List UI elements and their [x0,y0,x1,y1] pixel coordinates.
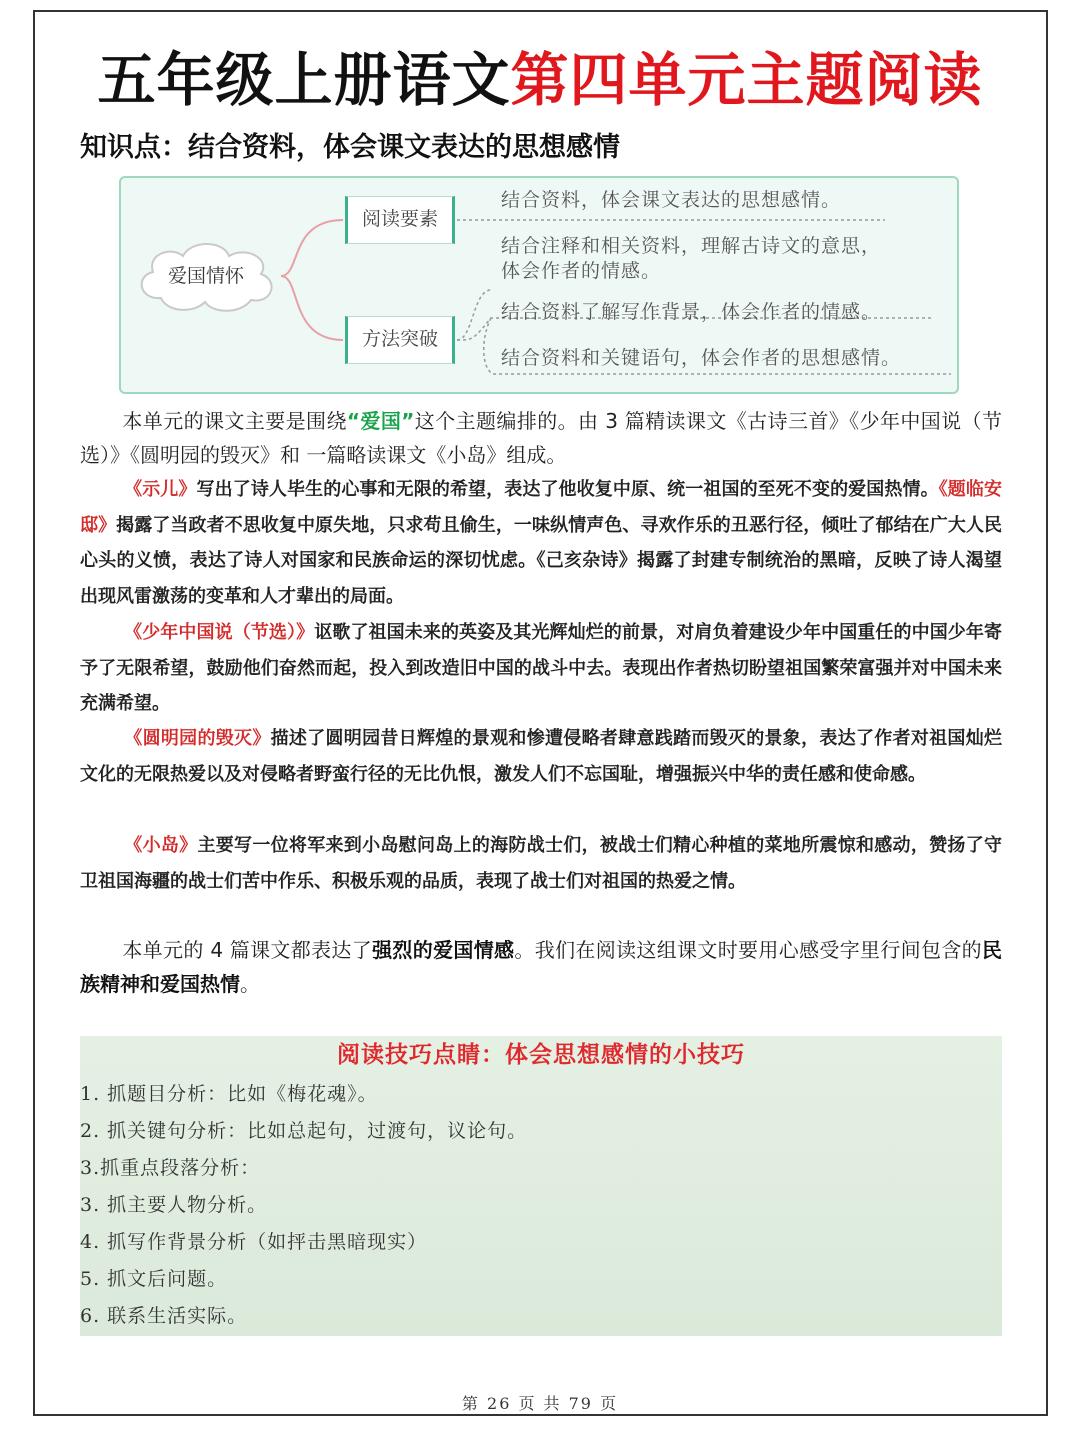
tip-item: 5. 抓文后问题。 [80,1268,228,1290]
leaf-method-3: 结合资料和关键语句，体会作者的思想感情。 [501,347,902,369]
text-content-shaonian: 讴歌了祖国未来的英姿及其光辉灿烂的前景，对肩负着建设少年中国重任的中国少年寄予了无限希望，鼓励他们奋然而起，投入到改造旧中国的战斗中去。表现出作者热切盼望祖国繁荣富强并对中国未来充满希望。 [80,622,1003,714]
text-desc-shier [80,472,1002,614]
intro-paragraph [80,404,1002,472]
text-title-yuanmingyuan: 《圆明园的毁灭》 [124,728,271,749]
summary-text-1: 本单元的 4 篇课文都表达了 [122,938,373,962]
text-content-tilinanti: 揭露了当政者不思收复中原失地，只求苟且偷生，一味纵情声色、寻欢作乐的丑恶行径，倾吐了郁结在广大人民心头的义愤，表达了诗人对国家和民族命运的深切忧虑。《己亥杂诗》揭露了封建专制统治的黑暗，反映了诗人渴望出现风雷激荡的变革和人才辈出的局面。 [80,514,1003,607]
node-reading-element: 阅读要素 [345,196,455,244]
page-title [0,40,1080,120]
text-desc-shaonian [80,615,1002,722]
leaf-method-2: 结合资料了解写作背景，体会作者的情感。 [501,301,882,323]
node-method-breakthrough: 方法突破 [345,316,455,364]
text-content-shier: 写出了诗人毕生的心事和无限的希望，表达了他收复中原、统一祖国的至死不变的爱国热情。 [196,479,939,500]
intro-text-2: 这个主题编排的。由 3 篇精读课文《古诗三首》《少年中国说（节选）》《圆明园的毁灭》和 一篇略读课文《小岛》组成。 [80,409,1002,467]
tip-item: 1. 抓题目分析：比如《梅花魂》。 [80,1083,378,1105]
tip-item: 3.抓重点段落分析： [80,1157,261,1179]
tip-item: 6. 联系生活实际。 [80,1305,248,1327]
text-content-xiaodao: 主要写一位将军来到小岛慰问岛上的海防战士们，被战士们精心种植的菜地所震惊和感动，赞扬了守卫祖国海疆的战士们苦中作乐、积极乐观的品质，表现了战士们对祖国的热爱之情。 [80,835,1003,892]
text-title-tilinanti: 《题临安邸》 [80,479,1003,536]
intro-highlight: “爱国” [346,409,415,433]
title-part2: 第四单元主题阅读 [510,46,983,114]
summary-bold-1: 强烈的爱国情感 [372,938,515,962]
leaf-method-1b: 体会作者的情感。 [501,260,662,282]
leaf-method-1a: 结合注释和相关资料，理解古诗文的意思， [501,235,882,257]
tip-item: 4. 抓写作背景分析（如抨击黑暗现实） [80,1231,428,1253]
text-desc-xiaodao [80,828,1002,899]
tip-item: 2. 抓关键句分析：比如总起句，过渡句，议论句。 [80,1120,528,1142]
text-desc-yuanmingyuan [80,721,1002,792]
summary-text-3: 。 [240,972,260,996]
text-title-shier: 《示儿》 [124,479,197,500]
summary-text-2: 。我们在阅读这组课文时要用心感受字里行间包含的 [514,938,983,962]
tips-title: 阅读技巧点睛：体会思想感情的小技巧 [337,1041,745,1068]
leaf-reading-1: 结合资料，体会课文表达的思想感情。 [501,189,842,211]
text-content-yuanmingyuan: 描述了圆明园昔日辉煌的景观和惨遭侵略者肆意践踏而毁灭的景象，表达了作者对祖国灿烂文化的无限热爱以及对侵略者野蛮行径的无比仇恨，激发人们不忘国耻，增强振兴中华的责任感和使命感。 [80,728,1002,785]
summary-paragraph [80,933,1002,1001]
tip-item: 3. 抓主要人物分析。 [80,1194,268,1216]
summary-bold-2: 民族精神和爱国热情 [80,938,1003,996]
text-title-shaonian: 《少年中国说（节选）》 [124,622,315,643]
mind-map-root: 爱国情怀 [167,265,244,287]
text-title-xiaodao: 《小岛》 [124,835,198,856]
intro-text-1: 本单元的课文主要是围绕 [122,409,347,433]
title-part1: 五年级上册语文 [97,46,511,114]
mind-map [119,176,959,394]
knowledge-point: 知识点：结合资料，体会课文表达的思想感情 [80,132,620,163]
page-number: 第 26 页 共 79 页 [461,1394,619,1413]
tips-box [80,1036,1002,1336]
